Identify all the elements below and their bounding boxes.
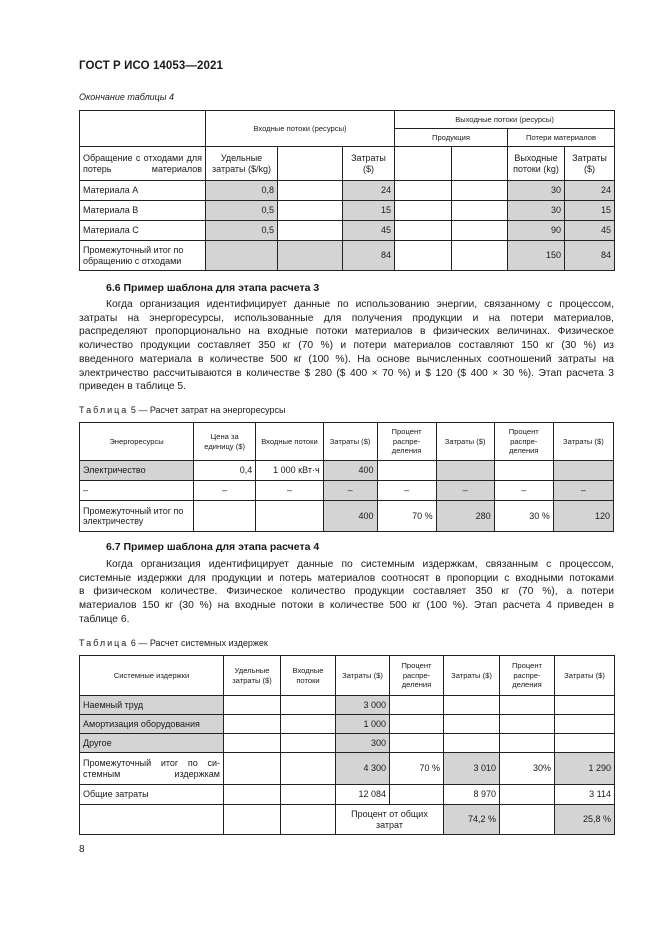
table-row bbox=[80, 805, 615, 835]
cell-empty bbox=[224, 753, 281, 785]
table4-header-out: Выходные потоки (kg) bbox=[508, 147, 565, 181]
row-label: Электричество bbox=[80, 461, 194, 481]
cell-dash: – bbox=[194, 481, 256, 501]
cell-input: 1 000 кВт·ч bbox=[256, 461, 323, 481]
cell-dash: – bbox=[256, 481, 323, 501]
row-label: Наемный труд bbox=[80, 696, 224, 715]
cell-percent: 70 % bbox=[377, 501, 436, 532]
table5-caption-text: 5 — Расчет затрат на энергоресурсы bbox=[130, 405, 286, 415]
cell-dash: – bbox=[553, 481, 613, 501]
table4-header-losses: Потери материалов bbox=[508, 129, 615, 147]
cell-cost2: 84 bbox=[565, 241, 615, 271]
cell-empty bbox=[194, 501, 256, 532]
row-label: – bbox=[80, 481, 194, 501]
row-label: Материала В bbox=[80, 201, 206, 221]
cell-empty bbox=[278, 241, 343, 271]
table5-caption-word: Таблица bbox=[79, 405, 129, 415]
cell-empty bbox=[224, 715, 281, 734]
table4-header-cost: Затраты ($) bbox=[343, 147, 395, 181]
cell-empty bbox=[555, 734, 615, 753]
cell-empty bbox=[444, 715, 500, 734]
cell-unit: 0,5 bbox=[206, 201, 278, 221]
table-row bbox=[80, 241, 615, 271]
table-row bbox=[80, 461, 614, 481]
row-label: Промежуточный итог по электричеству bbox=[80, 501, 194, 532]
paragraph-line: приведен в таблице 5. bbox=[79, 381, 187, 393]
cell-cost2: 15 bbox=[565, 201, 615, 221]
table-row bbox=[80, 481, 614, 501]
table6-header: Процент распре-деления bbox=[500, 656, 555, 696]
table-row bbox=[80, 221, 615, 241]
cell-empty bbox=[281, 785, 336, 805]
cell-cost: 300 bbox=[336, 734, 390, 753]
cell-empty bbox=[500, 734, 555, 753]
table5-header: Энергоресурсы bbox=[80, 423, 194, 461]
page-header-title: ГОСТ Р ИСО 14053—2021 bbox=[79, 60, 224, 72]
cell-empty bbox=[224, 785, 281, 805]
cell-empty bbox=[278, 181, 343, 201]
table4-header-empty bbox=[278, 147, 343, 181]
paragraph-line: распределяют пропорционально на входные потоки материалов в физических величинах. Физическое bbox=[79, 326, 614, 338]
cell-empty bbox=[555, 715, 615, 734]
paragraph-line: введенного материала в количестве 500 кг (100 %). На основе вычисленных соотношений затраты на bbox=[79, 353, 614, 365]
cell-cost: 400 bbox=[323, 461, 377, 481]
cell-empty bbox=[452, 221, 508, 241]
table6-header: Затраты ($) bbox=[555, 656, 615, 696]
cell-empty bbox=[281, 696, 336, 715]
table5-header: Процент распре-деления bbox=[377, 423, 436, 461]
cell-empty bbox=[390, 696, 444, 715]
table4-header-product: Продукция bbox=[395, 129, 508, 147]
table6-header: Затраты ($) bbox=[336, 656, 390, 696]
cell-empty bbox=[444, 734, 500, 753]
cell-empty bbox=[452, 201, 508, 221]
cell-empty bbox=[555, 696, 615, 715]
cell-cost: 400 bbox=[323, 501, 377, 532]
cell-out: 30 bbox=[508, 201, 565, 221]
cell-empty bbox=[452, 241, 508, 271]
table5-header: Затраты ($) bbox=[553, 423, 613, 461]
cell-out: 30 bbox=[508, 181, 565, 201]
cell-cost: 1 290 bbox=[555, 753, 615, 785]
table5-header: Затраты ($) bbox=[436, 423, 494, 461]
table-row bbox=[80, 501, 614, 532]
table-row bbox=[80, 785, 615, 805]
cell-empty bbox=[444, 696, 500, 715]
table4-corner bbox=[80, 111, 206, 147]
cell-percent: 70 % bbox=[390, 753, 444, 785]
cell-empty bbox=[395, 221, 452, 241]
cell-empty bbox=[281, 753, 336, 785]
table-row bbox=[80, 753, 615, 785]
page-number: 8 bbox=[79, 844, 85, 855]
cell-empty bbox=[80, 805, 224, 835]
row-label: Амортизация оборудования bbox=[80, 715, 224, 734]
table6-header: Процент распре-деления bbox=[390, 656, 444, 696]
cell-empty bbox=[395, 241, 452, 271]
table-6 bbox=[79, 655, 615, 835]
cell-dash: – bbox=[377, 481, 436, 501]
paragraph-line: электричество рассчитываются в количестве $ 280 ($ 400 × 70 %) и $ 120 ($ 400 × 30 %). Этап расчета 3 bbox=[79, 367, 614, 379]
cell-cost2: 24 bbox=[565, 181, 615, 201]
cell-empty bbox=[553, 461, 613, 481]
cell-empty bbox=[224, 696, 281, 715]
cell-empty bbox=[281, 734, 336, 753]
cell-cost: 15 bbox=[343, 201, 395, 221]
cell-empty bbox=[395, 181, 452, 201]
section-6-7-paragraph bbox=[79, 558, 614, 627]
paragraph-line: системные издержки для продукции и потерь материалов соотносят в пропорции с входными потоками bbox=[79, 572, 614, 584]
cell-cost2: 45 bbox=[565, 221, 615, 241]
table6-header: Затраты ($) bbox=[444, 656, 500, 696]
cell-cost: 3 114 bbox=[555, 785, 615, 805]
section-6-6-paragraph bbox=[79, 298, 614, 394]
cell-empty bbox=[224, 734, 281, 753]
share-losses: 25,8 % bbox=[555, 805, 615, 835]
table-5 bbox=[79, 422, 614, 532]
table5-caption bbox=[79, 405, 285, 415]
cell-unit: 0,5 bbox=[206, 221, 278, 241]
table5-header: Процент распре-деления bbox=[494, 423, 553, 461]
table6-header: Системные издержки bbox=[80, 656, 224, 696]
cell-empty bbox=[390, 715, 444, 734]
cell-cost: 120 bbox=[553, 501, 613, 532]
cell-empty bbox=[224, 805, 281, 835]
cell-dash: – bbox=[494, 481, 553, 501]
row-label: Материала А bbox=[80, 181, 206, 201]
table4-header-unit: Удельные затраты ($/kg) bbox=[206, 147, 278, 181]
cell-cost: 4 300 bbox=[336, 753, 390, 785]
cell-cost: 84 bbox=[343, 241, 395, 271]
cell-cost: 280 bbox=[436, 501, 494, 532]
table6-caption-word: Таблица bbox=[79, 638, 129, 648]
section-6-7-heading: 6.7 Пример шаблона для этапа расчета 4 bbox=[106, 541, 320, 553]
paragraph-line: Когда организация идентифицирует данные по системным издержкам, связанным с процессом, bbox=[106, 559, 614, 570]
cell-empty bbox=[500, 696, 555, 715]
paragraph-line: Когда организация идентифицирует данные по использованию энергии, связанному с процессом, bbox=[106, 299, 614, 310]
table4-header-empty bbox=[452, 147, 508, 181]
cell-empty bbox=[278, 201, 343, 221]
cell-cost: 1 000 bbox=[336, 715, 390, 734]
cell-cost: 24 bbox=[343, 181, 395, 201]
cell-empty bbox=[390, 734, 444, 753]
table4-header-row-label: Обращение с отходами для потерь материалов bbox=[80, 147, 206, 181]
cell-empty bbox=[256, 501, 323, 532]
cell-empty bbox=[395, 201, 452, 221]
table-row bbox=[80, 201, 615, 221]
cell-empty bbox=[281, 805, 336, 835]
cell-cost: 3 000 bbox=[336, 696, 390, 715]
cell-cost: 45 bbox=[343, 221, 395, 241]
row-label: Промежуточный итог по обращению с отходами bbox=[80, 241, 206, 271]
cell-empty bbox=[377, 461, 436, 481]
table-row bbox=[80, 734, 615, 753]
paragraph-line: таблице 6. bbox=[79, 613, 130, 625]
cell-empty bbox=[500, 785, 555, 805]
paragraph-line: материалов 150 кг (30 %) на входные потоки в количестве 500 кг (100 %). Этап расчета 4 приведен в bbox=[79, 600, 614, 612]
cell-empty bbox=[278, 221, 343, 241]
paragraph-line: затраты на энергоресурсы, использованные для получения продукции и на потери материалов, bbox=[79, 312, 614, 324]
row-label: Другое bbox=[80, 734, 224, 753]
cell-empty bbox=[452, 181, 508, 201]
table-4 bbox=[79, 110, 615, 271]
cell-unit: 0,8 bbox=[206, 181, 278, 201]
cell-cost: 8 970 bbox=[444, 785, 500, 805]
cell-dash: – bbox=[436, 481, 494, 501]
cell-price: 0,4 bbox=[194, 461, 256, 481]
table6-header: Входные потоки bbox=[281, 656, 336, 696]
row-label: Общие затраты bbox=[80, 785, 224, 805]
cell-empty bbox=[436, 461, 494, 481]
cell-dash: – bbox=[323, 481, 377, 501]
paragraph-line: количество продукции составляет 350 кг (70 %) и потери материалов составляют 150 кг (30 %) из bbox=[79, 340, 614, 352]
section-6-6-heading: 6.6 Пример шаблона для этапа расчета 3 bbox=[106, 282, 320, 294]
table6-caption-text: 6 — Расчет системных издержек bbox=[130, 638, 268, 648]
row-label: Материала С bbox=[80, 221, 206, 241]
table4-caption: Окончание таблицы 4 bbox=[79, 92, 174, 102]
table5-header: Затраты ($) bbox=[323, 423, 377, 461]
table-row bbox=[80, 715, 615, 734]
share-product: 74,2 % bbox=[444, 805, 500, 835]
cell-out: 150 bbox=[508, 241, 565, 271]
cell-empty bbox=[206, 241, 278, 271]
cell-empty bbox=[500, 715, 555, 734]
cell-empty bbox=[281, 715, 336, 734]
cell-cost: 3 010 bbox=[444, 753, 500, 785]
cell-percent: 30 % bbox=[494, 501, 553, 532]
cell-empty bbox=[390, 785, 444, 805]
table-row bbox=[80, 696, 615, 715]
table-row bbox=[80, 181, 615, 201]
table5-header: Цена за единицу ($) bbox=[194, 423, 256, 461]
table5-header: Входные потоки bbox=[256, 423, 323, 461]
share-label: Процент от общих затрат bbox=[336, 805, 444, 835]
table6-header: Удельные затраты ($) bbox=[224, 656, 281, 696]
cell-empty bbox=[500, 805, 555, 835]
cell-percent: 30% bbox=[500, 753, 555, 785]
table4-header-empty bbox=[395, 147, 452, 181]
table4-header-output: Выходные потоки (ресурсы) bbox=[395, 111, 615, 129]
paragraph-line: в физическом количестве. Физическое количество продукции составляет 350 кг (70 %), а потери bbox=[79, 586, 614, 598]
row-label: Промежуточный итог по си-стемным издержкам bbox=[80, 753, 224, 785]
table6-caption bbox=[79, 638, 268, 648]
cell-cost: 12 084 bbox=[336, 785, 390, 805]
cell-out: 90 bbox=[508, 221, 565, 241]
table4-header-cost2: Затраты ($) bbox=[565, 147, 615, 181]
table4-header-input: Входные потоки (ресурсы) bbox=[206, 111, 395, 147]
cell-empty bbox=[494, 461, 553, 481]
